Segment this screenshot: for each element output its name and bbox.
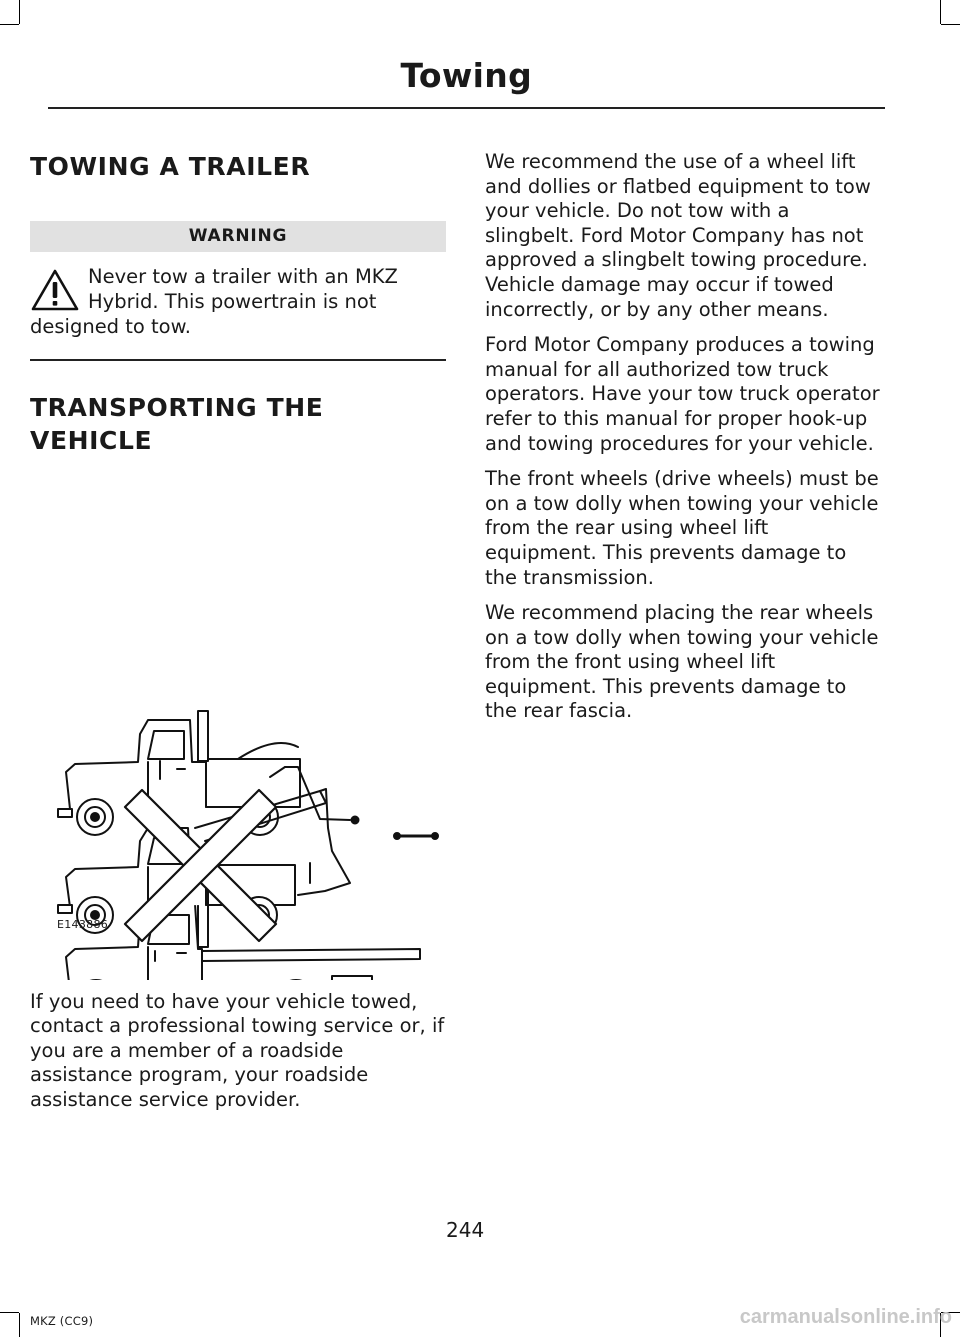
towing-illustration [30,477,446,980]
crop-mark [0,1312,19,1313]
section-heading-transporting [30,391,446,457]
header-divider [48,107,885,109]
paragraph-rear-wheels: We recommend placing the rear wheels on a tow dolly when towing your vehicle from the front using wheel lift equipment. This prevents damage to the rear fascia. [485,601,879,723]
warning-text: Never tow a trailer with an MKZ Hybrid. This powertrain is not designed to tow. [30,265,398,338]
paragraph-wheel-lift: We recommend the use of a wheel lift and dollies or flatbed equipment to tow your vehicle. Do not tow with a slingbelt. Ford Motor Company has not approved a slingbelt towing procedure. Vehicle damage may occur if towed incorrectly, or by any other means. [485,150,871,321]
paragraph-front-wheels: The front wheels (drive wheels) must be on a tow dolly when towing your vehicle from the rear using wheel lift equipment. This prevents damage to the transmission. [485,467,879,589]
footer-model-code: MKZ (CC9) [30,1314,94,1328]
section-heading-towing-trailer: TOWING A TRAILER [30,152,311,181]
left-column [30,150,446,1112]
crop-mark [941,24,960,25]
warning-box [30,264,446,339]
crop-mark [19,1313,20,1337]
heading-line-1: TRANSPORTING THE [30,392,324,422]
crop-mark [0,24,19,25]
paragraph-towing-manual: Ford Motor Company produces a towing manual for all authorized tow truck operators. Have your tow truck operator refer to this manual for proper hook-up and towing procedures for your vehicle. [485,333,880,455]
crop-mark [19,0,20,24]
watermark: carmanualsonline.info [739,1306,952,1328]
paragraph-towing-service: If you need to have your vehicle towed, contact a professional towing service or, if you are a member of a roadside assistance program, your roadside assistance service provider. [30,989,445,1111]
page-number: 244 [446,1218,485,1242]
figure-code: E143886 [57,917,109,931]
right-column [485,150,880,735]
heading-line-2: VEHICLE [30,425,153,455]
warning-triangle-icon [30,268,80,312]
warning-divider [30,359,446,361]
crop-mark [940,0,941,24]
transport-section [30,391,446,1113]
page-title: Towing [400,56,532,95]
warning-banner: WARNING [30,221,446,252]
